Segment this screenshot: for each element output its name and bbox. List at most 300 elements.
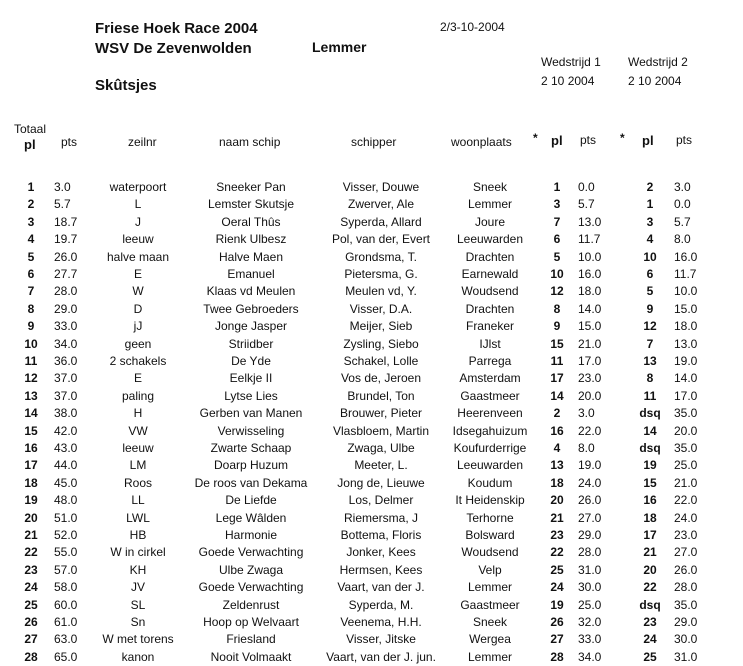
row-race1-pl: 8 (553, 301, 561, 316)
row-zeilnr: leeuw (122, 441, 154, 455)
row-schipper: Zwerver, Ale (347, 197, 415, 212)
row-zeilnr: HB (129, 528, 147, 542)
row-race2-pts: 17.0 (674, 388, 698, 403)
row-race2-pts: 28.0 (674, 580, 698, 595)
row-zeilnr: W met torens (102, 632, 174, 647)
row-race2-pts: 29.0 (674, 615, 698, 629)
row-zeilnr: LL (131, 493, 145, 508)
row-woonplaats: Wergea (469, 632, 511, 647)
col-pl: pl (24, 137, 36, 152)
row-woonplaats: Drachten (465, 249, 515, 264)
row-race1-pts: 11.7 (578, 232, 601, 247)
row-woonplaats: Woudsend (461, 545, 519, 560)
row-race1-pl: 27 (550, 632, 564, 647)
row-pl: 8 (27, 301, 35, 316)
col-star-1: * (533, 131, 538, 145)
row-pl: 25 (24, 597, 38, 612)
row-race2-pts: 18.0 (674, 319, 698, 334)
row-pl: 1 (27, 180, 35, 194)
row-woonplaats: Lemmer (467, 197, 512, 212)
row-race2-pl: 3 (646, 214, 654, 229)
row-pl: 23 (24, 562, 38, 577)
race-title: Friese Hoek Race 2004 (95, 20, 258, 37)
row-schipper: Los, Delmer (348, 493, 414, 508)
row-schipper: Jong de, Lieuwe (337, 475, 425, 490)
row-race2-pl: 25 (643, 649, 657, 664)
row-naam-schip: Hoop op Welvaart (203, 615, 299, 629)
row-pl: 5 (27, 249, 35, 264)
row-race2-pts: 13.0 (674, 336, 698, 351)
row-race1-pts: 8.0 (578, 441, 595, 455)
row-woonplaats: Drachten (465, 301, 515, 316)
row-woonplaats: Idsegahuizum (452, 423, 528, 438)
row-schipper: Brundel, Ton (347, 388, 415, 403)
class-name: Skûtsjes (95, 77, 157, 94)
row-pl: 26 (24, 615, 38, 629)
row-race2-pl: 7 (646, 336, 654, 351)
row-woonplaats: Heerenveen (457, 406, 523, 421)
row-zeilnr: geen (124, 336, 152, 351)
row-race2-pts: 31.0 (674, 649, 698, 664)
row-race1-pts: 5.7 (578, 197, 595, 212)
row-race1-pl: 17 (550, 371, 564, 386)
row-race2-pl: 24 (643, 632, 657, 647)
row-pl: 7 (27, 284, 35, 299)
row-schipper: Grondsma, T. (345, 249, 417, 264)
row-schipper: Schakel, Lolle (343, 354, 419, 368)
row-pts: 29.0 (54, 301, 78, 316)
row-naam-schip: Oeral Thûs (221, 214, 281, 229)
row-pts: 38.0 (54, 406, 78, 421)
row-pts: 61.0 (54, 615, 78, 629)
row-woonplaats: Franeker (465, 319, 515, 334)
row-pts: 36.0 (54, 354, 78, 368)
row-pl: 2 (27, 197, 35, 212)
row-pts: 37.0 (54, 371, 78, 386)
row-race1-pl: 16 (550, 423, 564, 438)
row-zeilnr: JV (130, 580, 145, 595)
row-race2-pts: 11.7 (674, 267, 697, 281)
row-woonplaats: Gaastmeer (460, 388, 520, 403)
row-naam-schip: De Liefde (225, 493, 277, 508)
row-race2-pts: 3.0 (674, 180, 691, 194)
row-pl: 22 (24, 545, 38, 560)
row-race2-pts: 35.0 (674, 597, 698, 612)
row-pts: 48.0 (54, 493, 78, 508)
row-zeilnr: halve maan (106, 249, 170, 264)
row-race2-pts: 24.0 (674, 510, 698, 525)
row-race1-pts: 31.0 (578, 562, 602, 577)
col-race2-pl: pl (642, 133, 654, 148)
row-race2-pts: 14.0 (674, 371, 698, 386)
row-schipper: Syperda, Allard (340, 214, 422, 229)
row-pl: 19 (24, 493, 38, 508)
row-woonplaats: Leeuwarden (456, 458, 524, 473)
row-race2-pts: 10.0 (674, 284, 698, 299)
club-name: WSV De Zevenwolden (95, 40, 252, 57)
row-race2-pts: 16.0 (674, 249, 698, 264)
row-schipper: Visser, Jitske (346, 632, 416, 647)
row-pl: 16 (24, 441, 38, 455)
row-race1-pl: 11 (550, 354, 564, 368)
row-pts: 52.0 (54, 528, 78, 542)
row-pts: 42.0 (54, 423, 78, 438)
row-woonplaats: Koufurderrige (453, 441, 527, 455)
row-naam-schip: Rienk Ulbesz (215, 232, 287, 247)
row-pts: 5.7 (54, 197, 71, 212)
row-race2-pl: dsq (639, 406, 661, 421)
row-race2-pl: 5 (646, 284, 654, 299)
row-pl: 9 (27, 319, 35, 334)
row-zeilnr: E (133, 371, 142, 386)
row-race1-pl: 26 (550, 615, 564, 629)
row-woonplaats: Lemmer (467, 580, 512, 595)
row-naam-schip: Gerben van Manen (199, 406, 303, 421)
race1-title: Wedstrijd 1 (541, 55, 601, 69)
row-race1-pl: 2 (553, 406, 561, 421)
row-pts: 3.0 (54, 180, 71, 194)
row-pts: 58.0 (54, 580, 78, 595)
row-race1-pl: 7 (553, 214, 561, 229)
row-race1-pl: 25 (550, 562, 564, 577)
row-naam-schip: Lege Wâlden (215, 510, 287, 525)
row-schipper: Veenema, H.H. (340, 615, 422, 629)
row-race1-pts: 33.0 (578, 632, 602, 647)
row-pl: 12 (24, 371, 38, 386)
col-totaal: Totaal (14, 122, 47, 136)
row-pts: 19.7 (54, 232, 78, 247)
row-naam-schip: Zeldenrust (222, 597, 280, 612)
row-race1-pts: 26.0 (578, 493, 602, 508)
row-schipper: Meeter, L. (354, 458, 408, 473)
row-race1-pl: 5 (553, 249, 561, 264)
row-race1-pl: 13 (550, 458, 564, 473)
row-race2-pl: 16 (643, 493, 657, 508)
row-pl: 24 (24, 580, 38, 595)
row-pts: 51.0 (54, 510, 78, 525)
row-schipper: Meulen vd, Y. (345, 284, 417, 299)
row-race1-pl: 10 (550, 267, 564, 281)
row-pl: 27 (24, 632, 38, 647)
row-woonplaats: Koudum (467, 475, 513, 490)
row-pl: 6 (27, 267, 35, 281)
row-race2-pts: 19.0 (674, 354, 698, 368)
row-race2-pts: 25.0 (674, 458, 698, 473)
row-race2-pl: 13 (643, 354, 657, 368)
col-race2-pts: pts (676, 133, 693, 147)
row-naam-schip: Striidber (228, 336, 274, 351)
row-schipper: Visser, D.A. (349, 301, 413, 316)
row-zeilnr: LM (129, 458, 147, 473)
row-race2-pts: 5.7 (674, 214, 691, 229)
row-zeilnr: waterpoort (109, 180, 167, 194)
row-woonplaats: Amsterdam (459, 371, 521, 386)
row-pts: 34.0 (54, 336, 78, 351)
row-pts: 65.0 (54, 649, 78, 664)
row-zeilnr: L (134, 197, 142, 212)
race-dates: 2/3-10-2004 (440, 20, 505, 34)
row-woonplaats: It Heidenskip (455, 493, 525, 508)
row-race2-pts: 21.0 (674, 475, 698, 490)
row-race1-pl: 28 (550, 649, 564, 664)
row-naam-schip: Zwarte Schaap (210, 441, 292, 455)
row-race1-pts: 25.0 (578, 597, 602, 612)
row-naam-schip: Goede Verwachting (198, 580, 304, 595)
row-pts: 27.7 (54, 267, 78, 281)
row-woonplaats: Gaastmeer (460, 597, 520, 612)
row-race1-pl: 24 (550, 580, 564, 595)
row-race1-pts: 13.0 (578, 214, 602, 229)
row-race1-pts: 22.0 (578, 423, 602, 438)
row-woonplaats: Sneek (472, 180, 508, 194)
row-zeilnr: Sn (130, 615, 146, 629)
row-schipper: Zwaga, Ulbe (347, 441, 415, 455)
row-woonplaats: Joure (474, 214, 506, 229)
row-race2-pl: 10 (643, 249, 657, 264)
col-star-2: * (620, 131, 625, 145)
row-race1-pts: 16.0 (578, 267, 602, 281)
row-race1-pts: 27.0 (578, 510, 602, 525)
row-naam-schip: Halve Maen (218, 249, 284, 264)
row-zeilnr: leeuw (122, 232, 154, 247)
row-pl: 20 (24, 510, 38, 525)
row-pl: 21 (24, 528, 38, 542)
row-race1-pl: 15 (550, 336, 564, 351)
row-woonplaats: Earnewald (461, 267, 519, 281)
row-race2-pts: 23.0 (674, 528, 698, 542)
row-race1-pts: 30.0 (578, 580, 602, 595)
row-race2-pl: 23 (643, 615, 657, 629)
row-race2-pl: 15 (643, 475, 657, 490)
row-race2-pts: 0.0 (674, 197, 691, 212)
row-zeilnr: J (135, 214, 141, 229)
col-pts: pts (61, 135, 78, 149)
race2-date: 2 10 2004 (628, 74, 682, 88)
row-race2-pts: 20.0 (674, 423, 698, 438)
row-naam-schip: De Yde (231, 354, 271, 368)
row-schipper: Pietersma, G. (344, 267, 418, 281)
row-woonplaats: Leeuwarden (456, 232, 524, 247)
row-schipper: Riemersma, J (343, 510, 418, 525)
row-pl: 28 (24, 649, 38, 664)
row-schipper: Vaart, van der J. (337, 580, 425, 595)
row-race2-pl: 22 (643, 580, 657, 595)
row-zeilnr: paling (121, 388, 155, 403)
row-zeilnr: VW (128, 423, 148, 438)
row-race2-pts: 8.0 (674, 232, 691, 247)
row-race1-pl: 22 (550, 545, 564, 560)
row-woonplaats: Lemmer (467, 649, 512, 664)
row-race1-pl: 20 (550, 493, 564, 508)
row-schipper: Syperda, M. (348, 597, 414, 612)
row-pts: 60.0 (54, 597, 78, 612)
row-race2-pl: 6 (646, 267, 654, 281)
row-pts: 55.0 (54, 545, 78, 560)
row-woonplaats: Terhorne (466, 510, 514, 525)
row-woonplaats: Velp (478, 562, 502, 577)
row-race2-pl: 12 (643, 319, 657, 334)
row-schipper: Zysling, Siebo (343, 336, 419, 351)
row-woonplaats: Sneek (472, 615, 508, 629)
row-naam-schip: Twee Gebroeders (203, 301, 299, 316)
row-schipper: Bottema, Floris (340, 528, 422, 542)
row-zeilnr: H (133, 406, 143, 421)
row-race2-pl: 19 (643, 458, 657, 473)
row-race1-pts: 19.0 (578, 458, 602, 473)
row-zeilnr: KH (129, 562, 147, 577)
row-race1-pts: 28.0 (578, 545, 602, 560)
row-zeilnr: LWL (126, 510, 150, 525)
row-race1-pts: 18.0 (578, 284, 602, 299)
row-naam-schip: Klaas vd Meulen (206, 284, 296, 299)
row-race2-pl: 17 (643, 528, 657, 542)
row-schipper: Vaart, van der J. jun. (326, 649, 436, 664)
row-race2-pl: 20 (643, 562, 657, 577)
row-race1-pts: 0.0 (578, 180, 595, 194)
row-naam-schip: Ulbe Zwaga (218, 562, 284, 577)
row-schipper: Meijer, Sieb (349, 319, 413, 334)
row-zeilnr: W (132, 284, 144, 299)
row-race2-pts: 27.0 (674, 545, 698, 560)
row-race1-pl: 12 (550, 284, 564, 299)
row-race2-pl: 2 (646, 180, 654, 194)
row-naam-schip: Eelkje II (229, 371, 273, 386)
row-pl: 10 (24, 336, 38, 351)
row-pl: 17 (24, 458, 38, 473)
row-schipper: Vlasbloem, Martin (332, 423, 430, 438)
row-schipper: Hermsen, Kees (339, 562, 423, 577)
row-race2-pts: 35.0 (674, 406, 698, 421)
row-pl: 18 (24, 475, 38, 490)
row-race2-pl: 4 (646, 232, 654, 247)
row-naam-schip: Sneeker Pan (216, 180, 286, 194)
row-zeilnr: E (133, 267, 142, 281)
row-pl: 13 (24, 388, 38, 403)
race1-date: 2 10 2004 (541, 74, 595, 88)
row-race1-pts: 23.0 (578, 371, 602, 386)
row-woonplaats: Parrega (468, 354, 512, 368)
row-pts: 26.0 (54, 249, 78, 264)
row-naam-schip: Verwisseling (217, 423, 285, 438)
row-race2-pl: 1 (646, 197, 654, 212)
row-race2-pl: 11 (643, 388, 657, 403)
row-pl: 15 (24, 423, 38, 438)
row-pl: 14 (24, 406, 38, 421)
row-schipper: Jonker, Kees (346, 545, 416, 560)
col-race1-pts: pts (580, 133, 597, 147)
row-zeilnr: 2 schakels (109, 354, 167, 368)
row-zeilnr: SL (130, 597, 146, 612)
row-naam-schip: Nooit Volmaakt (210, 649, 292, 664)
row-woonplaats: IJlst (479, 336, 501, 351)
row-race1-pl: 21 (550, 510, 564, 525)
row-woonplaats: Bolsward (465, 528, 515, 542)
row-race1-pl: 3 (553, 197, 561, 212)
col-woonplaats: woonplaats (451, 135, 512, 149)
row-pts: 44.0 (54, 458, 78, 473)
row-race2-pl: 8 (646, 371, 654, 386)
row-pts: 63.0 (54, 632, 78, 647)
row-naam-schip: De roos van Dekama (194, 475, 308, 490)
row-naam-schip: Harmonie (224, 528, 278, 542)
row-race1-pl: 6 (553, 232, 561, 247)
row-race2-pts: 35.0 (674, 441, 698, 455)
row-naam-schip: Goede Verwachting (198, 545, 304, 560)
row-schipper: Pol, van der, Evert (331, 232, 431, 247)
row-zeilnr: W in cirkel (110, 545, 166, 560)
row-race2-pts: 22.0 (674, 493, 698, 508)
row-schipper: Vos de, Jeroen (340, 371, 422, 386)
col-race1-pl: pl (551, 133, 563, 148)
row-naam-schip: Jonge Jasper (214, 319, 288, 334)
row-race2-pl: dsq (639, 597, 661, 612)
row-race1-pl: 9 (553, 319, 561, 334)
row-zeilnr: D (133, 301, 143, 316)
row-zeilnr: jJ (133, 319, 143, 334)
row-pts: 37.0 (54, 388, 78, 403)
row-race1-pts: 10.0 (578, 249, 602, 264)
row-race1-pts: 29.0 (578, 528, 602, 542)
row-race1-pl: 1 (553, 180, 561, 194)
row-race1-pts: 17.0 (578, 354, 602, 368)
row-race1-pl: 19 (550, 597, 564, 612)
row-race2-pts: 30.0 (674, 632, 698, 647)
row-race1-pts: 14.0 (578, 301, 602, 316)
row-race1-pts: 20.0 (578, 388, 602, 403)
row-race2-pl: dsq (639, 441, 661, 455)
row-race2-pts: 15.0 (674, 301, 698, 316)
row-zeilnr: kanon (121, 649, 155, 664)
col-naam-schip: naam schip (219, 135, 281, 149)
row-race1-pl: 14 (550, 388, 564, 403)
row-race1-pl: 4 (553, 441, 561, 455)
row-race1-pl: 23 (550, 528, 564, 542)
row-pts: 28.0 (54, 284, 78, 299)
row-pts: 57.0 (54, 562, 78, 577)
row-race2-pl: 14 (643, 423, 657, 438)
row-naam-schip: Doarp Huzum (213, 458, 289, 473)
row-pts: 43.0 (54, 441, 78, 455)
row-race1-pts: 24.0 (578, 475, 602, 490)
row-race2-pts: 26.0 (674, 562, 698, 577)
row-naam-schip: Friesland (226, 632, 276, 647)
row-race1-pts: 15.0 (578, 319, 602, 334)
row-woonplaats: Woudsend (461, 284, 519, 299)
row-race1-pts: 3.0 (578, 406, 595, 421)
row-pl: 4 (27, 232, 35, 247)
row-naam-schip: Lytse Lies (224, 388, 278, 403)
row-race1-pts: 32.0 (578, 615, 602, 629)
row-naam-schip: Lemster Skutsje (207, 197, 295, 212)
row-race2-pl: 9 (646, 301, 654, 316)
col-schipper: schipper (351, 135, 397, 149)
row-race1-pts: 34.0 (578, 649, 602, 664)
row-schipper: Visser, Douwe (342, 180, 420, 194)
row-pts: 45.0 (54, 475, 78, 490)
row-pts: 18.7 (54, 214, 78, 229)
row-pl: 3 (27, 214, 35, 229)
row-race1-pts: 21.0 (578, 336, 602, 351)
row-race2-pl: 18 (643, 510, 657, 525)
row-pts: 33.0 (54, 319, 78, 334)
row-schipper: Brouwer, Pieter (339, 406, 423, 421)
row-pl: 11 (24, 354, 38, 368)
row-race1-pl: 18 (550, 475, 564, 490)
col-zeilnr: zeilnr (128, 135, 157, 149)
race-location: Lemmer (312, 39, 367, 55)
row-naam-schip: Emanuel (227, 267, 275, 281)
row-race2-pl: 21 (643, 545, 657, 560)
